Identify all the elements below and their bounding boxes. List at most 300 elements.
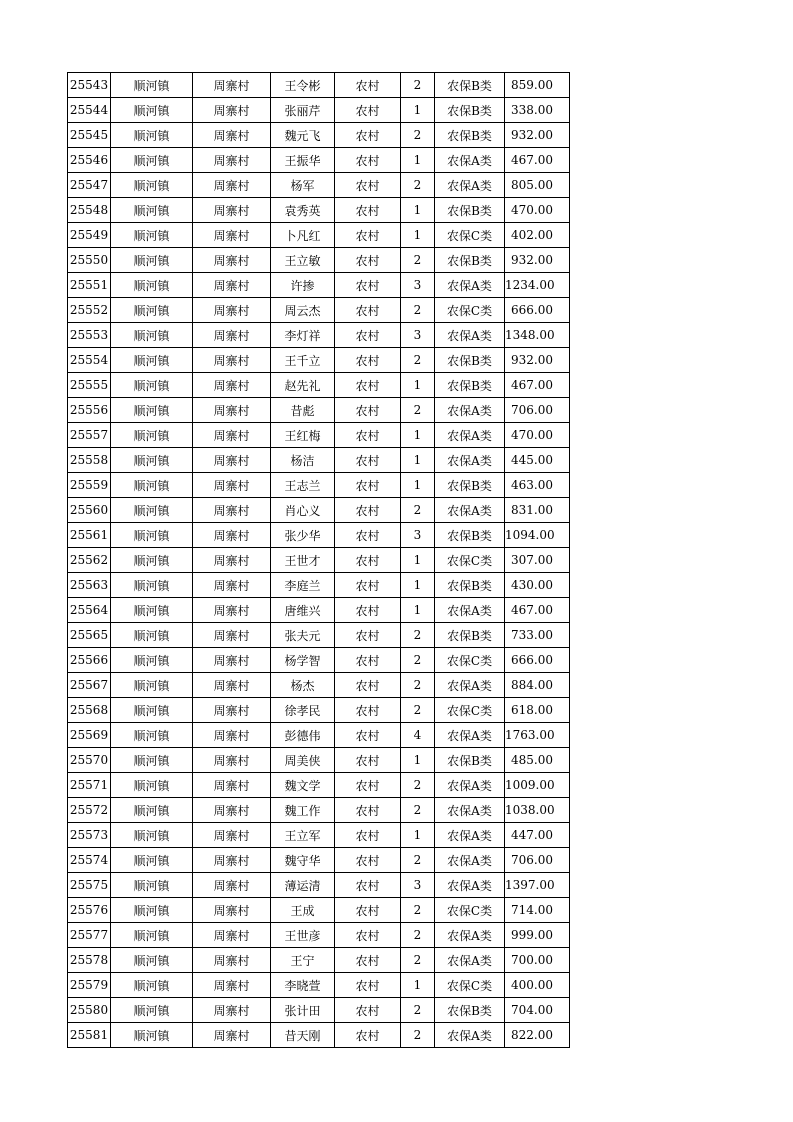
amount-cell: 1348.00 <box>505 323 570 348</box>
town-cell: 顺河镇 <box>111 448 193 473</box>
table-row <box>68 823 570 848</box>
household-count-cell: 2 <box>401 73 435 98</box>
area-type-cell: 农村 <box>335 673 401 698</box>
area-type-cell: 农村 <box>335 798 401 823</box>
table-row <box>68 498 570 523</box>
person-name-cell: 张少华 <box>271 523 335 548</box>
household-count-cell: 1 <box>401 98 435 123</box>
person-name-cell: 王振华 <box>271 148 335 173</box>
town-cell: 顺河镇 <box>111 573 193 598</box>
town-cell: 顺河镇 <box>111 73 193 98</box>
insurance-category-cell: 农保A类 <box>435 923 505 948</box>
village-cell: 周寨村 <box>193 173 271 198</box>
area-type-cell: 农村 <box>335 173 401 198</box>
record-id-cell: 25565 <box>68 623 111 648</box>
person-name-cell: 李灯祥 <box>271 323 335 348</box>
insurance-category-cell: 农保B类 <box>435 248 505 273</box>
person-name-cell: 魏文学 <box>271 773 335 798</box>
household-count-cell: 3 <box>401 523 435 548</box>
table-row <box>68 198 570 223</box>
record-id-cell: 25568 <box>68 698 111 723</box>
town-cell: 顺河镇 <box>111 673 193 698</box>
person-name-cell: 杨学智 <box>271 648 335 673</box>
household-count-cell: 2 <box>401 348 435 373</box>
insurance-category-cell: 农保A类 <box>435 323 505 348</box>
table-row <box>68 373 570 398</box>
town-cell: 顺河镇 <box>111 273 193 298</box>
person-name-cell: 王成 <box>271 898 335 923</box>
amount-cell: 831.00 <box>505 498 570 523</box>
household-count-cell: 2 <box>401 1023 435 1048</box>
household-count-cell: 1 <box>401 823 435 848</box>
amount-cell: 307.00 <box>505 548 570 573</box>
area-type-cell: 农村 <box>335 848 401 873</box>
town-cell: 顺河镇 <box>111 248 193 273</box>
town-cell: 顺河镇 <box>111 598 193 623</box>
town-cell: 顺河镇 <box>111 298 193 323</box>
household-count-cell: 1 <box>401 223 435 248</box>
town-cell: 顺河镇 <box>111 773 193 798</box>
town-cell: 顺河镇 <box>111 873 193 898</box>
household-count-cell: 2 <box>401 698 435 723</box>
insurance-category-cell: 农保A类 <box>435 398 505 423</box>
record-id-cell: 25581 <box>68 1023 111 1048</box>
village-cell: 周寨村 <box>193 498 271 523</box>
insurance-category-cell: 农保C类 <box>435 973 505 998</box>
table-row <box>68 1023 570 1048</box>
area-type-cell: 农村 <box>335 373 401 398</box>
household-count-cell: 1 <box>401 973 435 998</box>
amount-cell: 467.00 <box>505 148 570 173</box>
village-cell: 周寨村 <box>193 748 271 773</box>
person-name-cell: 张计田 <box>271 998 335 1023</box>
person-name-cell: 昔天刚 <box>271 1023 335 1048</box>
area-type-cell: 农村 <box>335 598 401 623</box>
town-cell: 顺河镇 <box>111 548 193 573</box>
table-row <box>68 698 570 723</box>
record-id-cell: 25579 <box>68 973 111 998</box>
village-cell: 周寨村 <box>193 223 271 248</box>
household-count-cell: 1 <box>401 448 435 473</box>
town-cell: 顺河镇 <box>111 148 193 173</box>
amount-cell: 618.00 <box>505 698 570 723</box>
table-row <box>68 648 570 673</box>
record-id-cell: 25577 <box>68 923 111 948</box>
record-id-cell: 25571 <box>68 773 111 798</box>
record-id-cell: 25580 <box>68 998 111 1023</box>
amount-cell: 1038.00 <box>505 798 570 823</box>
village-cell: 周寨村 <box>193 623 271 648</box>
area-type-cell: 农村 <box>335 1023 401 1048</box>
insurance-category-cell: 农保B类 <box>435 998 505 1023</box>
table-row <box>68 298 570 323</box>
amount-cell: 447.00 <box>505 823 570 848</box>
household-count-cell: 1 <box>401 473 435 498</box>
person-name-cell: 张丽芹 <box>271 98 335 123</box>
record-id-cell: 25574 <box>68 848 111 873</box>
village-cell: 周寨村 <box>193 673 271 698</box>
town-cell: 顺河镇 <box>111 1023 193 1048</box>
area-type-cell: 农村 <box>335 723 401 748</box>
record-id-cell: 25547 <box>68 173 111 198</box>
area-type-cell: 农村 <box>335 248 401 273</box>
table-row <box>68 148 570 173</box>
amount-cell: 470.00 <box>505 198 570 223</box>
insurance-category-cell: 农保A类 <box>435 848 505 873</box>
table-row <box>68 398 570 423</box>
record-id-cell: 25573 <box>68 823 111 848</box>
town-cell: 顺河镇 <box>111 473 193 498</box>
village-cell: 周寨村 <box>193 573 271 598</box>
person-name-cell: 彭德伟 <box>271 723 335 748</box>
area-type-cell: 农村 <box>335 473 401 498</box>
amount-cell: 704.00 <box>505 998 570 1023</box>
table-row <box>68 848 570 873</box>
household-count-cell: 1 <box>401 748 435 773</box>
household-count-cell: 2 <box>401 623 435 648</box>
person-name-cell: 王世彦 <box>271 923 335 948</box>
table-row <box>68 523 570 548</box>
village-cell: 周寨村 <box>193 1023 271 1048</box>
person-name-cell: 王宁 <box>271 948 335 973</box>
record-id-cell: 25567 <box>68 673 111 698</box>
village-cell: 周寨村 <box>193 398 271 423</box>
town-cell: 顺河镇 <box>111 648 193 673</box>
village-cell: 周寨村 <box>193 73 271 98</box>
table-row <box>68 223 570 248</box>
area-type-cell: 农村 <box>335 773 401 798</box>
insurance-category-cell: 农保A类 <box>435 173 505 198</box>
table-row <box>68 98 570 123</box>
record-id-cell: 25554 <box>68 348 111 373</box>
amount-cell: 999.00 <box>505 923 570 948</box>
village-cell: 周寨村 <box>193 248 271 273</box>
table-row <box>68 73 570 98</box>
amount-cell: 1009.00 <box>505 773 570 798</box>
town-cell: 顺河镇 <box>111 98 193 123</box>
village-cell: 周寨村 <box>193 898 271 923</box>
town-cell: 顺河镇 <box>111 123 193 148</box>
insurance-category-cell: 农保B类 <box>435 73 505 98</box>
amount-cell: 1397.00 <box>505 873 570 898</box>
amount-cell: 733.00 <box>505 623 570 648</box>
household-count-cell: 3 <box>401 873 435 898</box>
area-type-cell: 农村 <box>335 73 401 98</box>
town-cell: 顺河镇 <box>111 623 193 648</box>
town-cell: 顺河镇 <box>111 498 193 523</box>
record-id-cell: 25548 <box>68 198 111 223</box>
table-row <box>68 873 570 898</box>
household-count-cell: 2 <box>401 898 435 923</box>
insurance-category-cell: 农保B类 <box>435 198 505 223</box>
table-row <box>68 548 570 573</box>
insurance-category-cell: 农保B类 <box>435 523 505 548</box>
town-cell: 顺河镇 <box>111 848 193 873</box>
person-name-cell: 王立军 <box>271 823 335 848</box>
insurance-category-cell: 农保A类 <box>435 598 505 623</box>
record-id-cell: 25563 <box>68 573 111 598</box>
village-cell: 周寨村 <box>193 723 271 748</box>
person-name-cell: 杨杰 <box>271 673 335 698</box>
record-id-cell: 25556 <box>68 398 111 423</box>
area-type-cell: 农村 <box>335 573 401 598</box>
record-id-cell: 25560 <box>68 498 111 523</box>
person-name-cell: 王志兰 <box>271 473 335 498</box>
village-cell: 周寨村 <box>193 798 271 823</box>
village-cell: 周寨村 <box>193 923 271 948</box>
amount-cell: 463.00 <box>505 473 570 498</box>
village-cell: 周寨村 <box>193 448 271 473</box>
record-id-cell: 25555 <box>68 373 111 398</box>
person-name-cell: 王立敏 <box>271 248 335 273</box>
village-cell: 周寨村 <box>193 148 271 173</box>
village-cell: 周寨村 <box>193 998 271 1023</box>
area-type-cell: 农村 <box>335 923 401 948</box>
insurance-category-cell: 农保A类 <box>435 823 505 848</box>
person-name-cell: 杨洁 <box>271 448 335 473</box>
town-cell: 顺河镇 <box>111 523 193 548</box>
insurance-category-cell: 农保A类 <box>435 423 505 448</box>
person-name-cell: 周美侠 <box>271 748 335 773</box>
record-id-cell: 25578 <box>68 948 111 973</box>
amount-cell: 859.00 <box>505 73 570 98</box>
insurance-category-cell: 农保A类 <box>435 1023 505 1048</box>
area-type-cell: 农村 <box>335 98 401 123</box>
area-type-cell: 农村 <box>335 648 401 673</box>
town-cell: 顺河镇 <box>111 373 193 398</box>
area-type-cell: 农村 <box>335 498 401 523</box>
village-cell: 周寨村 <box>193 523 271 548</box>
town-cell: 顺河镇 <box>111 798 193 823</box>
amount-cell: 932.00 <box>505 248 570 273</box>
person-name-cell: 赵先礼 <box>271 373 335 398</box>
household-count-cell: 1 <box>401 423 435 448</box>
insurance-category-cell: 农保B类 <box>435 473 505 498</box>
record-id-cell: 25550 <box>68 248 111 273</box>
insurance-category-cell: 农保C类 <box>435 548 505 573</box>
area-type-cell: 农村 <box>335 948 401 973</box>
household-count-cell: 1 <box>401 373 435 398</box>
village-cell: 周寨村 <box>193 598 271 623</box>
record-id-cell: 25546 <box>68 148 111 173</box>
person-name-cell: 周云杰 <box>271 298 335 323</box>
village-cell: 周寨村 <box>193 873 271 898</box>
person-name-cell: 徐孝民 <box>271 698 335 723</box>
insurance-category-cell: 农保A类 <box>435 723 505 748</box>
amount-cell: 932.00 <box>505 123 570 148</box>
table-row <box>68 348 570 373</box>
table-row <box>68 173 570 198</box>
town-cell: 顺河镇 <box>111 948 193 973</box>
person-name-cell: 李庭兰 <box>271 573 335 598</box>
amount-cell: 430.00 <box>505 573 570 598</box>
household-count-cell: 3 <box>401 273 435 298</box>
household-count-cell: 2 <box>401 298 435 323</box>
area-type-cell: 农村 <box>335 323 401 348</box>
table-row <box>68 273 570 298</box>
table-row <box>68 798 570 823</box>
person-name-cell: 唐维兴 <box>271 598 335 623</box>
insurance-category-cell: 农保A类 <box>435 498 505 523</box>
village-cell: 周寨村 <box>193 648 271 673</box>
person-name-cell: 王令彬 <box>271 73 335 98</box>
amount-cell: 1763.00 <box>505 723 570 748</box>
insurance-category-cell: 农保B类 <box>435 623 505 648</box>
area-type-cell: 农村 <box>335 823 401 848</box>
area-type-cell: 农村 <box>335 198 401 223</box>
record-id-cell: 25564 <box>68 598 111 623</box>
town-cell: 顺河镇 <box>111 348 193 373</box>
table-row <box>68 748 570 773</box>
town-cell: 顺河镇 <box>111 323 193 348</box>
record-id-cell: 25559 <box>68 473 111 498</box>
village-cell: 周寨村 <box>193 823 271 848</box>
town-cell: 顺河镇 <box>111 998 193 1023</box>
household-count-cell: 1 <box>401 548 435 573</box>
household-count-cell: 2 <box>401 173 435 198</box>
amount-cell: 884.00 <box>505 673 570 698</box>
town-cell: 顺河镇 <box>111 173 193 198</box>
town-cell: 顺河镇 <box>111 823 193 848</box>
household-count-cell: 2 <box>401 948 435 973</box>
area-type-cell: 农村 <box>335 623 401 648</box>
village-cell: 周寨村 <box>193 848 271 873</box>
insurance-category-cell: 农保A类 <box>435 948 505 973</box>
village-cell: 周寨村 <box>193 423 271 448</box>
person-name-cell: 杨军 <box>271 173 335 198</box>
amount-cell: 338.00 <box>505 98 570 123</box>
table-row <box>68 723 570 748</box>
insurance-category-cell: 农保C类 <box>435 298 505 323</box>
table-row <box>68 973 570 998</box>
record-id-cell: 25553 <box>68 323 111 348</box>
record-id-cell: 25576 <box>68 898 111 923</box>
record-id-cell: 25557 <box>68 423 111 448</box>
insurance-category-cell: 农保B类 <box>435 98 505 123</box>
village-cell: 周寨村 <box>193 698 271 723</box>
area-type-cell: 农村 <box>335 873 401 898</box>
area-type-cell: 农村 <box>335 398 401 423</box>
amount-cell: 805.00 <box>505 173 570 198</box>
household-count-cell: 2 <box>401 773 435 798</box>
roster-table <box>67 72 570 1048</box>
household-count-cell: 2 <box>401 673 435 698</box>
town-cell: 顺河镇 <box>111 198 193 223</box>
household-count-cell: 1 <box>401 598 435 623</box>
village-cell: 周寨村 <box>193 548 271 573</box>
amount-cell: 666.00 <box>505 648 570 673</box>
table-row <box>68 248 570 273</box>
table-row <box>68 998 570 1023</box>
area-type-cell: 农村 <box>335 523 401 548</box>
person-name-cell: 魏元飞 <box>271 123 335 148</box>
area-type-cell: 农村 <box>335 698 401 723</box>
table-row <box>68 898 570 923</box>
village-cell: 周寨村 <box>193 273 271 298</box>
record-id-cell: 25545 <box>68 123 111 148</box>
household-count-cell: 2 <box>401 923 435 948</box>
person-name-cell: 肖心义 <box>271 498 335 523</box>
household-count-cell: 2 <box>401 848 435 873</box>
insurance-category-cell: 农保A类 <box>435 773 505 798</box>
insurance-category-cell: 农保A类 <box>435 673 505 698</box>
table-row <box>68 673 570 698</box>
area-type-cell: 农村 <box>335 973 401 998</box>
town-cell: 顺河镇 <box>111 398 193 423</box>
insurance-category-cell: 农保C类 <box>435 698 505 723</box>
area-type-cell: 农村 <box>335 548 401 573</box>
person-name-cell: 王千立 <box>271 348 335 373</box>
insurance-category-cell: 农保A类 <box>435 273 505 298</box>
amount-cell: 467.00 <box>505 598 570 623</box>
record-id-cell: 25569 <box>68 723 111 748</box>
amount-cell: 700.00 <box>505 948 570 973</box>
person-name-cell: 薄运清 <box>271 873 335 898</box>
village-cell: 周寨村 <box>193 323 271 348</box>
town-cell: 顺河镇 <box>111 223 193 248</box>
village-cell: 周寨村 <box>193 373 271 398</box>
area-type-cell: 农村 <box>335 423 401 448</box>
amount-cell: 706.00 <box>505 398 570 423</box>
insurance-category-cell: 农保A类 <box>435 148 505 173</box>
table-row <box>68 123 570 148</box>
area-type-cell: 农村 <box>335 123 401 148</box>
insurance-category-cell: 农保A类 <box>435 798 505 823</box>
person-name-cell: 张夫元 <box>271 623 335 648</box>
record-id-cell: 25572 <box>68 798 111 823</box>
person-name-cell: 魏工作 <box>271 798 335 823</box>
town-cell: 顺河镇 <box>111 973 193 998</box>
insurance-category-cell: 农保B类 <box>435 348 505 373</box>
area-type-cell: 农村 <box>335 998 401 1023</box>
table-row <box>68 323 570 348</box>
amount-cell: 1094.00 <box>505 523 570 548</box>
table-row <box>68 473 570 498</box>
record-id-cell: 25562 <box>68 548 111 573</box>
area-type-cell: 农村 <box>335 898 401 923</box>
record-id-cell: 25566 <box>68 648 111 673</box>
household-count-cell: 2 <box>401 248 435 273</box>
record-id-cell: 25549 <box>68 223 111 248</box>
person-name-cell: 王世才 <box>271 548 335 573</box>
amount-cell: 706.00 <box>505 848 570 873</box>
person-name-cell: 王红梅 <box>271 423 335 448</box>
table-row <box>68 948 570 973</box>
table-row <box>68 598 570 623</box>
village-cell: 周寨村 <box>193 123 271 148</box>
amount-cell: 714.00 <box>505 898 570 923</box>
town-cell: 顺河镇 <box>111 898 193 923</box>
insurance-category-cell: 农保C类 <box>435 648 505 673</box>
table-row <box>68 623 570 648</box>
table-row <box>68 573 570 598</box>
amount-cell: 666.00 <box>505 298 570 323</box>
household-count-cell: 4 <box>401 723 435 748</box>
household-count-cell: 1 <box>401 148 435 173</box>
household-count-cell: 2 <box>401 498 435 523</box>
area-type-cell: 农村 <box>335 273 401 298</box>
village-cell: 周寨村 <box>193 348 271 373</box>
record-id-cell: 25551 <box>68 273 111 298</box>
town-cell: 顺河镇 <box>111 423 193 448</box>
town-cell: 顺河镇 <box>111 748 193 773</box>
insurance-category-cell: 农保B类 <box>435 373 505 398</box>
amount-cell: 445.00 <box>505 448 570 473</box>
insurance-category-cell: 农保C类 <box>435 223 505 248</box>
amount-cell: 932.00 <box>505 348 570 373</box>
village-cell: 周寨村 <box>193 473 271 498</box>
record-id-cell: 25575 <box>68 873 111 898</box>
